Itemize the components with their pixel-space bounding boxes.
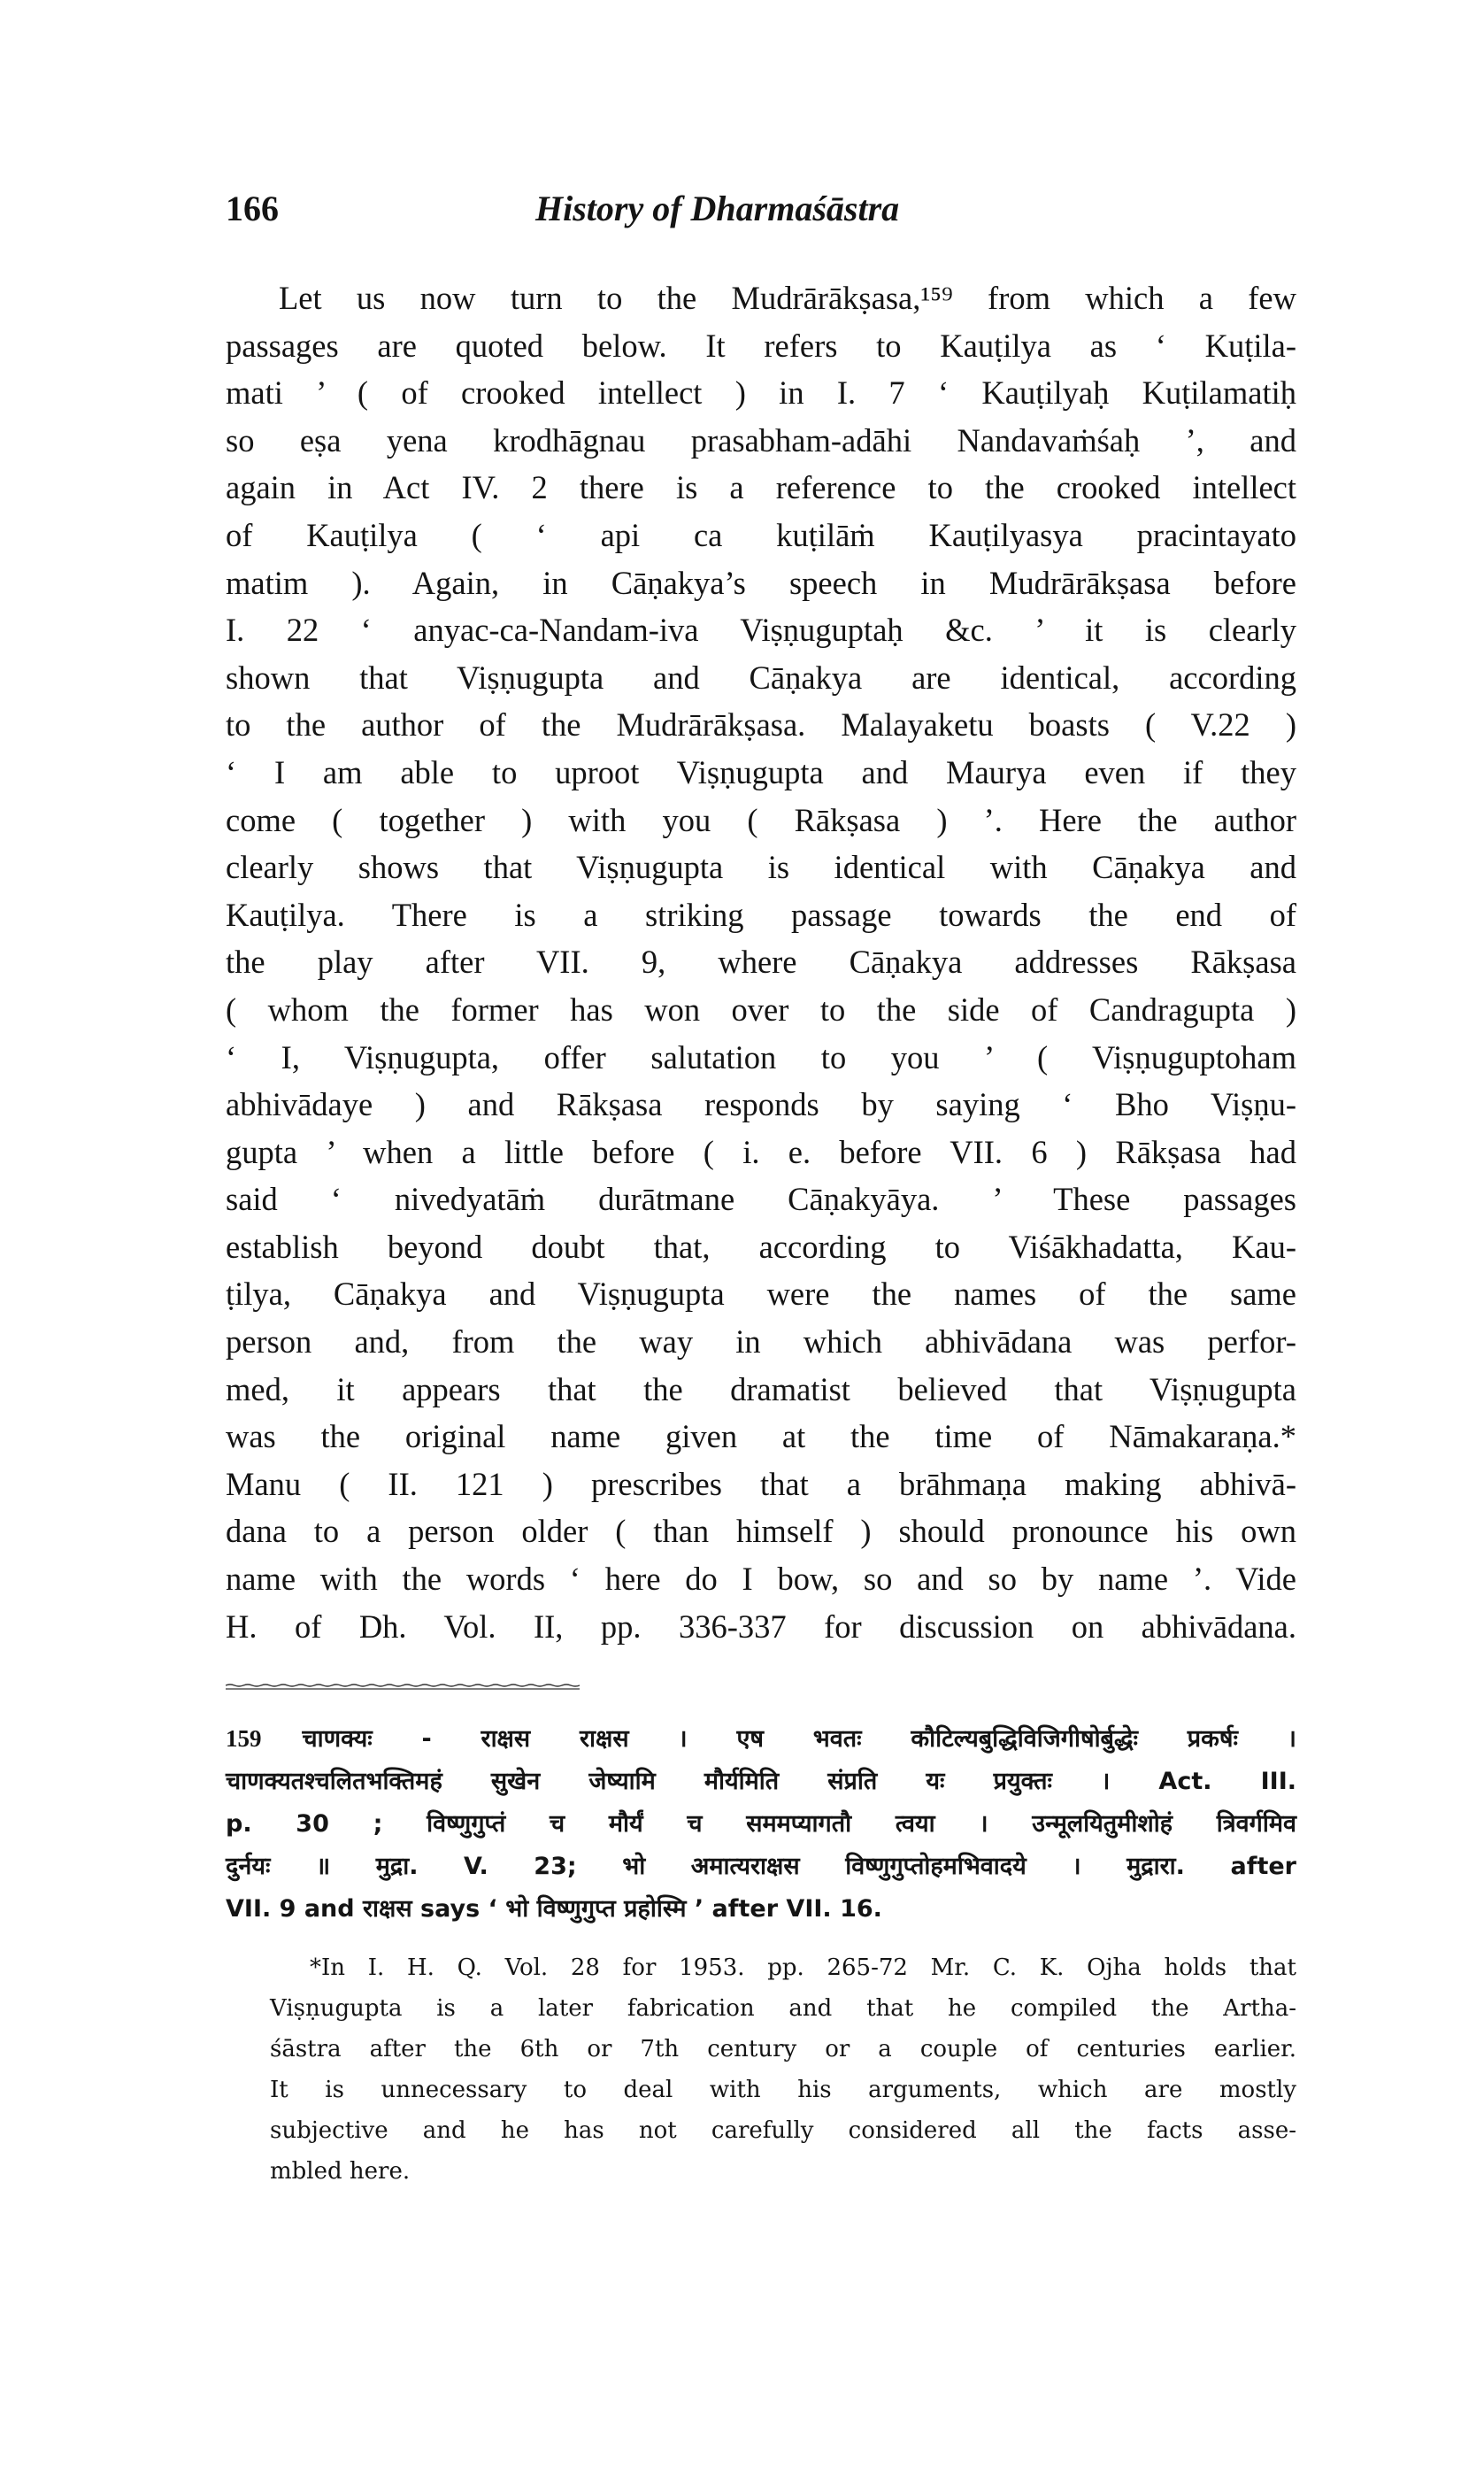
footnote-line: Viṣṇugupta is a later fabrication and that he compiled the Artha- [270,1995,1296,2022]
body-line: med, it appears that the dramatist believed that Viṣṇugupta [226,1370,1296,1407]
body-line: dana to a person older ( than himself ) should pronounce his own [226,1513,1296,1550]
body-line: again in Act IV. 2 there is a reference to the crooked intellect [226,469,1296,506]
footnote-line [226,1717,1296,1761]
body-line: of Kauṭilya ( ‘ api ca kuṭilāṁ Kauṭilyasya pracintayato [226,516,1296,553]
page-number: 166 [226,189,279,228]
footnote-line: चाणक्यतश्चलितभक्तिमहं सुखेन जेष्यामि मौर्यमिति संप्रति यः प्रयुक्तः । Act. III. [226,1768,1296,1795]
body-paragraph [226,274,1296,1650]
body-line: person and, from the way in which abhivādana was perfor- [226,1323,1296,1361]
footnote-text: चाणक्यः - राक्षस राक्षस । एष भवतः कौटिल्यबुद्धिविजिगीषोर्बुद्धेः प्रकर्षः । [302,1725,1296,1753]
body-line: ( whom the former has won over to the side of Candragupta ) [226,991,1296,1028]
body-line: passages are quoted below. It refers to Kauṭilya as ‘ Kuṭila- [226,327,1296,364]
footnote-line: śāstra after the 6th or 7th century or a couple of centuries earlier. [270,2036,1296,2062]
body-line: so eṣa yena krodhāgnau prasabham-adāhi Nandavaṁśaḥ ’, and [226,421,1296,459]
footnote-line: It is unnecessary to deal with his arguments, which are mostly [270,2077,1296,2103]
footnote-line: subjective and he has not carefully considered all the facts asse- [270,2117,1296,2144]
body-line: name with the words ‘ here do I bow, so and so by name ’. Vide [226,1561,1296,1598]
running-head [226,188,1243,241]
body-line: clearly shows that Viṣṇugupta is identical with Cāṇakya and [226,849,1296,886]
body-line: the play after VII. 9, where Cāṇakya addresses Rākṣasa [226,944,1296,981]
footnote-line: p. 30 ; विष्णुगुप्तं च मौर्यं च सममप्यागतौ त्वया । उन्मूलयितुमीशोहं त्रिवर्गमिव [226,1810,1296,1838]
body-line: H. of Dh. Vol. II, pp. 336-337 for discussion on abhivādana. [226,1607,1296,1645]
footnote-line: *In I. H. Q. Vol. 28 for 1953. pp. 265-72 Mr. C. K. Ojha holds that [310,1954,1296,1981]
body-line: said ‘ nivedyatāṁ durātmane Cāṇakyāya. ’ These passages [226,1181,1296,1218]
body-line: I. 22 ‘ anyac-ca-Nandam-iva Viṣṇuguptaḥ &c. ’ it is clearly [226,612,1296,649]
body-line: ṭilya, Cāṇakya and Viṣṇugupta were the names of the same [226,1276,1296,1313]
body-line: matim ). Again, in Cāṇakya’s speech in Mudrārākṣasa before [226,564,1296,601]
body-line: Let us now turn to the Mudrārākṣasa,¹⁵⁹ from which a few [279,280,1296,316]
body-line: establish beyond doubt that, according to Viśākhadatta, Kau- [226,1228,1296,1265]
footnote-separator-rule [226,1684,580,1691]
footnote-line: VII. 9 and राक्षस says ‘ भो विष्णुगुप्त प्रहोस्मि ’ after VII. 16. [226,1895,882,1923]
footnote-number: 159 [226,1725,262,1752]
body-line: Manu ( II. 121 ) prescribes that a brāhmaṇa making abhivā- [226,1465,1296,1502]
body-line: abhivādaye ) and Rākṣasa responds by saying ‘ Bho Viṣṇu- [226,1086,1296,1123]
body-line: gupta ’ when a little before ( i. e. before VII. 6 ) Rākṣasa had [226,1133,1296,1170]
body-line: mati ’ ( of crooked intellect ) in I. 7 ‘ Kauṭilyaḥ Kuṭilamatiḥ [226,374,1296,412]
body-line: Kauṭilya. There is a striking passage towards the end of [226,896,1296,933]
body-line: shown that Viṣṇugupta and Cāṇakya are identical, according [226,659,1296,696]
footnote-159 [226,1717,1296,1931]
footnote-line: दुर्नयः ॥ मुद्रा. V. 23; भो अमात्यराक्षस विष्णुगुप्तोहमभिवादये । मुद्रारा. after [226,1853,1296,1880]
body-line: come ( together ) with you ( Rākṣasa ) ’. Here the author [226,801,1296,838]
footnote-line: mbled here. [270,2158,411,2185]
body-line: was the original name given at the time of Nāmakaraṇa.* [226,1418,1296,1455]
body-line: ‘ I am able to uproot Viṣṇugupta and Maurya even if they [226,753,1296,790]
running-title: History of Dharmaśāstra [535,189,900,228]
body-line: ‘ I, Viṣṇugupta, offer salutation to you ’ ( Viṣṇuguptoham [226,1038,1296,1075]
body-line: to the author of the Mudrārākṣasa. Malayaketu boasts ( V.22 ) [226,706,1296,744]
footnote-star [270,1947,1296,2192]
